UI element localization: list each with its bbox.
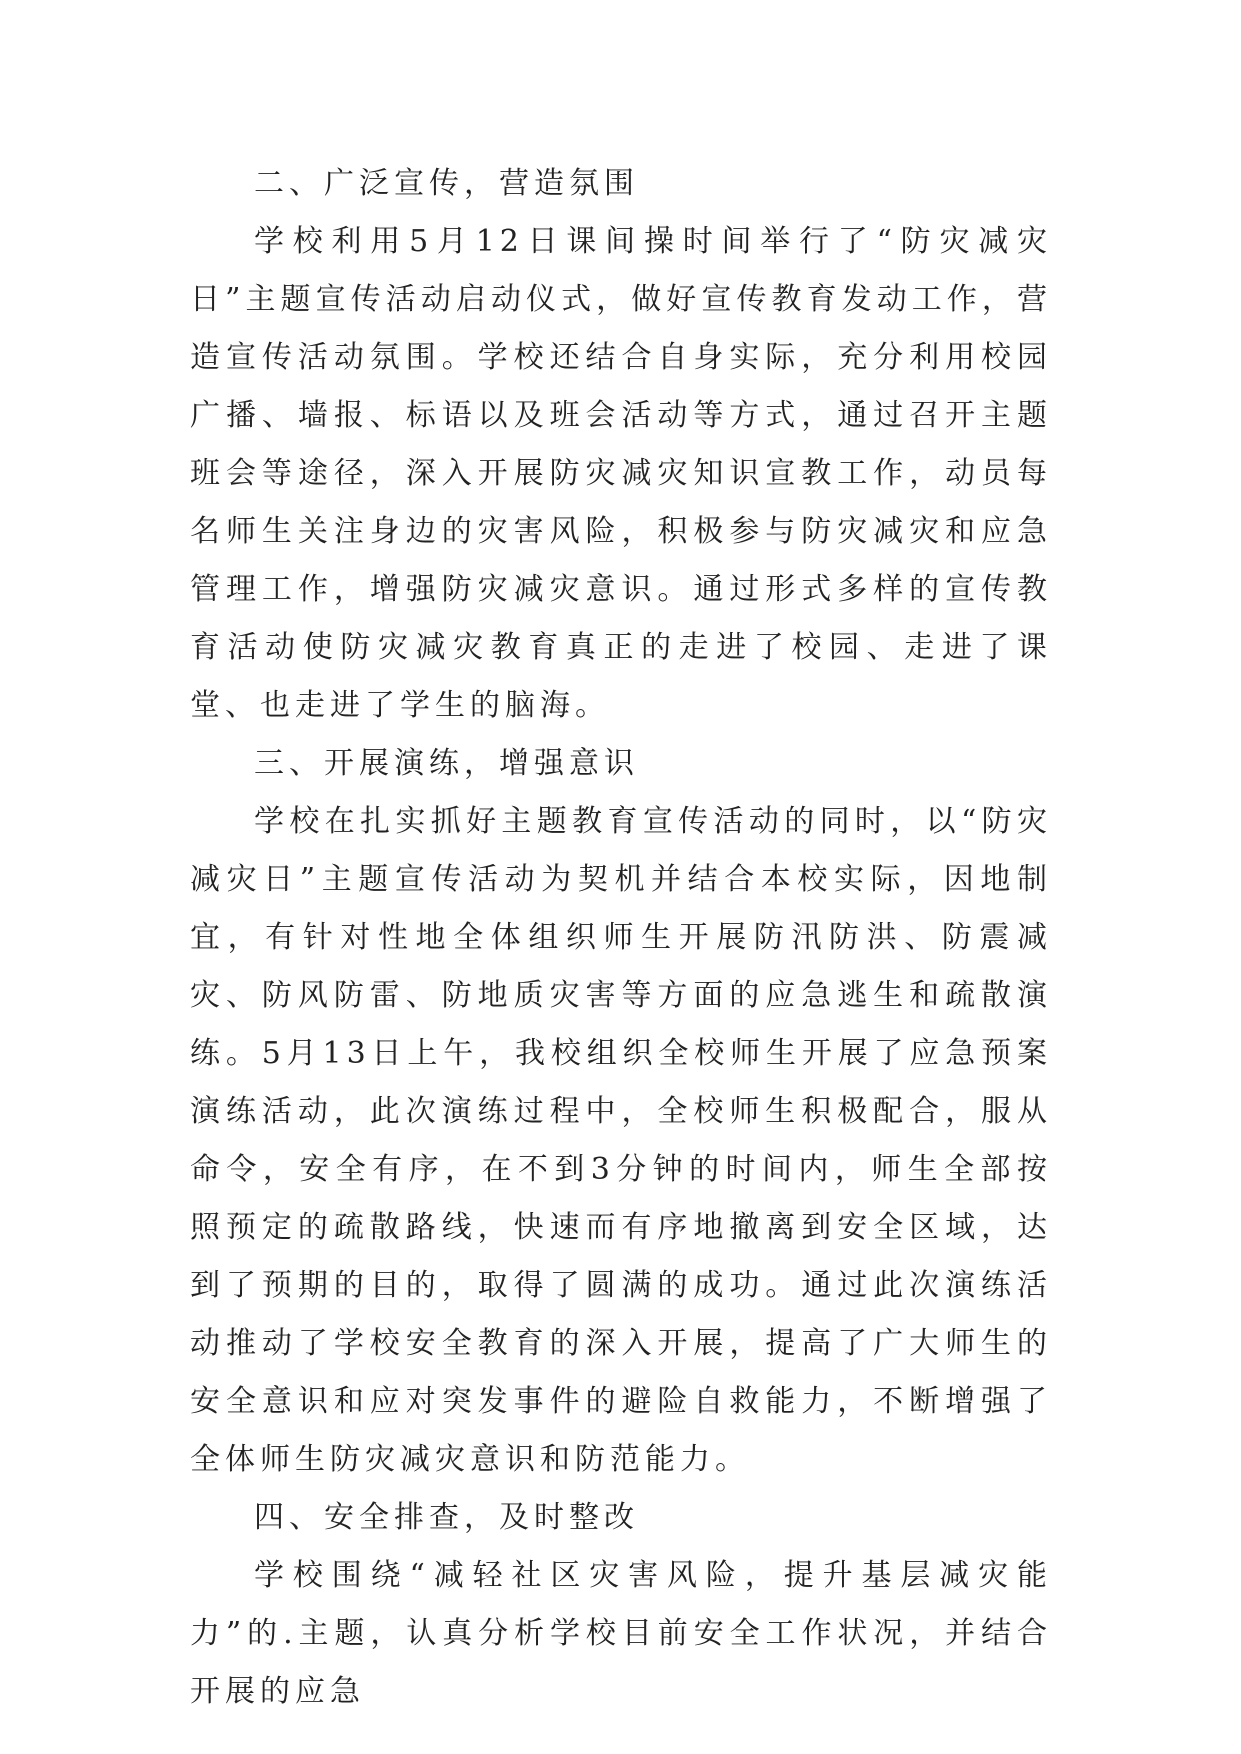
section-heading-2: 二、广泛宣传，营造氛围 [254,166,639,201]
section-paragraph-4: 学校围绕“减轻社区灾害风险，提升基层减灾能力”的.主题，认真分析学校目前安全工作状况，并结合开展的应急 [190,1558,1052,1709]
section-heading-4: 四、安全排查，及时整改 [254,1500,639,1535]
section-paragraph-2: 学校利用5月12日课间操时间举行了“防灾减灾日”主题宣传活动启动仪式，做好宣传教育发动工作，营造宣传活动氛围。学校还结合自身实际，充分利用校园广播、墙报、标语以及班会活动等方式，通过召开主题班会等途径，深入开展防灾减灾知识宣教工作，动员每名师生关注身边的灾害风险，积极参与防灾减灾和应急管理工作，增强防灾减灾意识。通过形式多样的宣传教育活动使防灾减灾教育真正的走进了校园、走进了课堂、也走进了学生的脑海。 [190,224,1052,723]
section-heading-3: 三、开展演练，增强意识 [254,746,639,781]
section-paragraph-3: 学校在扎实抓好主题教育宣传活动的同时，以“防灾减灾日”主题宣传活动为契机并结合本校实际，因地制宜，有针对性地全体组织师生开展防汛防洪、防震减灾、防风防雷、防地质灾害等方面的应急逃生和疏散演练。5月13日上午，我校组织全校师生开展了应急预案演练活动，此次演练过程中，全校师生积极配合，服从命令，安全有序，在不到3分钟的时间内，师生全部按照预定的疏散路线，快速而有序地撤离到安全区域，达到了预期的目的，取得了圆满的成功。通过此次演练活动推动了学校安全教育的深入开展，提高了广大师生的安全意识和应对突发事件的避险自救能力，不断增强了全体师生防灾减灾意识和防范能力。 [190,804,1052,1477]
document-body [190,155,1052,1721]
